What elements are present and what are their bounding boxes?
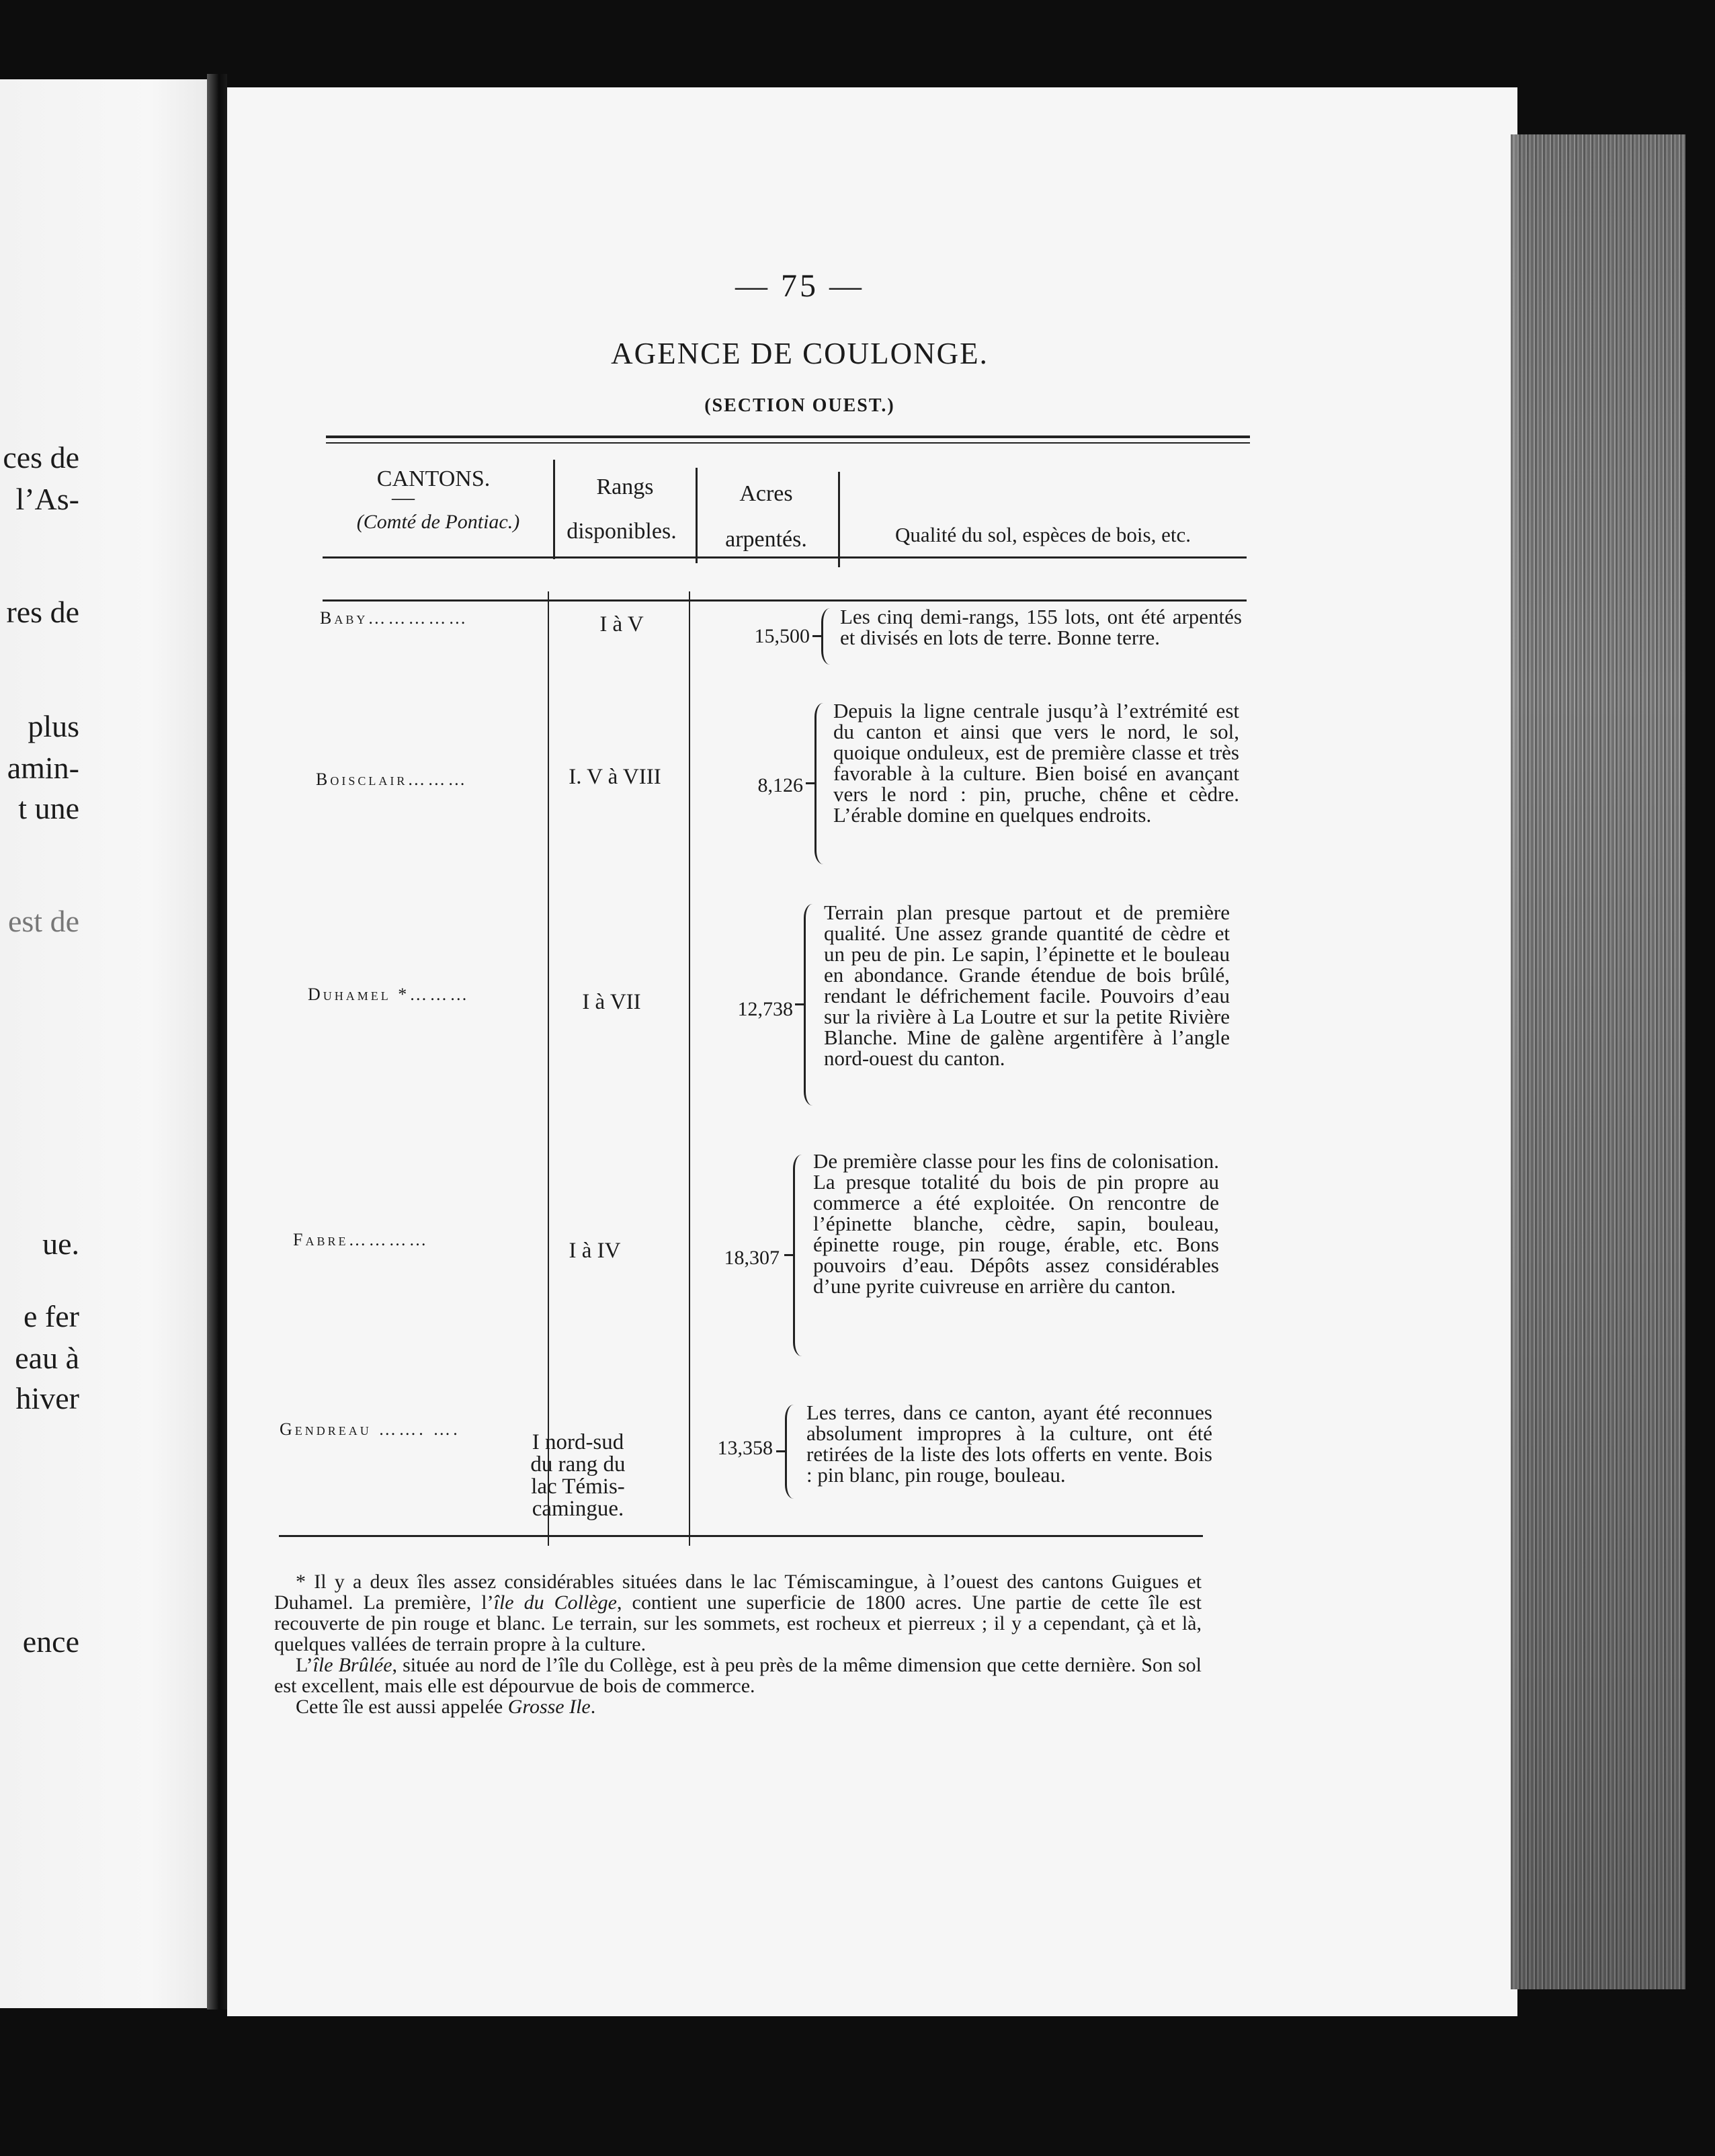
header-rangs: Rangs	[596, 474, 654, 499]
header-rangs-sub: disponibles.	[567, 519, 677, 544]
footnote-italic-term: île du Collège	[493, 1591, 617, 1614]
facing-page-fragment: ence	[22, 1624, 79, 1659]
table-bottom-rule	[279, 1535, 1203, 1537]
row-brace	[804, 904, 812, 1106]
facing-page-fragment: est de	[7, 904, 79, 938]
facing-page-fragment: l’As-	[15, 482, 79, 516]
footnote-paragraph	[274, 1655, 1202, 1696]
page-title: AGENCE DE COULONGE.	[611, 337, 989, 370]
body-column-divider	[689, 591, 690, 1546]
rangs-value: I nord-sud du rang du lac Témis- camingue.	[530, 1430, 626, 1521]
acres-value: 12,738	[737, 998, 793, 1020]
header-cantons: CANTONS.	[376, 466, 491, 491]
footnote-text: L’	[296, 1654, 313, 1676]
row-brace	[793, 1155, 802, 1356]
acres-value: 18,307	[724, 1247, 780, 1269]
page-number: — 75 —	[735, 268, 864, 304]
table-top-rule	[326, 442, 1250, 444]
footnote-italic-term: île Brûlée	[312, 1654, 392, 1676]
table-top-rule	[326, 436, 1250, 438]
body-column-divider	[548, 591, 549, 1546]
header-acres: Acres	[739, 481, 793, 506]
header-cantons-county: (Comté de Pontiac.)	[356, 511, 520, 533]
footnote-text: , contient une superficie de 1800 acres. Une partie de cette île est recouverte de pin rouge et blanc. Le terrain, sur les sommets, est rocheux et pierreux ; il y a cependant, çà et là, quelques vallées de terrain propre à la culture.	[274, 1591, 1202, 1655]
footnotes	[274, 1571, 1202, 1717]
footnote-text: , située au nord de l’île du Collège, est à peu près de la même dimension que cette dernière. Son sol est excellent, mais elle est dépourvue de bois de commerce.	[274, 1654, 1202, 1697]
facing-page-fragment: t une	[18, 791, 79, 825]
header-column-divider	[553, 460, 555, 559]
row-brace	[814, 703, 823, 864]
facing-page-fragment: e fer	[24, 1299, 79, 1333]
header-column-divider	[838, 472, 840, 567]
footnote-italic-term: Grosse Ile	[507, 1696, 591, 1718]
facing-page-fragment: plus	[28, 709, 79, 743]
canton-name: Baby……………	[320, 608, 469, 628]
body-top-rule	[323, 599, 1247, 602]
facing-page-fragment: eau à	[15, 1341, 79, 1375]
quality-description: Depuis la ligne centrale jusqu’à l’extrémité est du canton et ainsi que vers le nord, le sol, quoique onduleux, est de première classe et très favorable à la culture. Bien boisé en avançant vers le nord : pin, pruche, chêne et cèdre. L’érable domine en quelques endroits.	[833, 699, 1239, 827]
facing-page-fragment: ces de	[3, 440, 79, 474]
acres-value: 8,126	[757, 774, 803, 796]
footnote-paragraph	[274, 1571, 1202, 1655]
quality-description: Les cinq demi-rangs, 155 lots, ont été arpentés et divisés en lots de terre. Bonne terre.	[840, 605, 1242, 649]
book-gutter	[207, 74, 227, 2009]
row-brace	[821, 608, 830, 665]
header-column-divider	[696, 468, 698, 563]
acres-value: 15,500	[754, 625, 810, 647]
row-brace	[785, 1405, 794, 1499]
quality-description: De première classe pour les fins de colonisation. La presque totalité du bois de pin propre au commerce a été exploitée. On rencontre de l’épinette blanche, cèdre, sapin, bouleau, épinette rouge, pin rouge, érable, etc. Bons pouvoirs d’eau. Dépôts assez considérables d’une pyrite cuivreuse en arrière du canton.	[813, 1149, 1219, 1298]
canton-name: Gendreau ……. ….	[280, 1419, 460, 1439]
rangs-value: I à VII	[582, 990, 641, 1014]
quality-description: Les terres, dans ce canton, ayant été reconnues absolument impropres à la culture, ont été retirées de la liste des lots offerts en vente. Bois : pin blanc, pin rouge, bouleau.	[806, 1401, 1212, 1487]
facing-page	[0, 79, 216, 2008]
rangs-value: I. V à VIII	[569, 765, 661, 789]
canton-name: Duhamel *………	[308, 985, 470, 1004]
page-edge-shadow	[1511, 134, 1685, 1989]
header-acres-sub: arpentés.	[725, 527, 807, 552]
footnote-text: .	[590, 1696, 596, 1718]
facing-page-fragment: hiver	[15, 1381, 79, 1415]
section-subtitle: (SECTION OUEST.)	[704, 395, 895, 416]
header-qualite: Qualité du sol, espèces de bois, etc.	[895, 523, 1191, 546]
footnote-text: Cette île est aussi appelée	[296, 1696, 508, 1718]
rangs-value: I à IV	[569, 1239, 621, 1263]
acres-value: 13,358	[717, 1437, 773, 1459]
rangs-value: I à V	[599, 612, 644, 636]
header-bottom-rule	[323, 556, 1247, 558]
facing-page-fragment: ue.	[42, 1227, 79, 1261]
facing-page-fragment: res de	[6, 595, 79, 629]
facing-page-fragment: amin-	[7, 751, 79, 785]
canton-name: Fabre…………	[293, 1230, 429, 1249]
footnote-paragraph	[274, 1696, 1202, 1717]
header-cantons-dash: —	[392, 485, 415, 510]
canton-name: Boisclair………	[316, 770, 468, 789]
footnote-text: * Il y a deux îles assez considérables situées dans le lac Témiscamingue, à l’ouest des cantons Guigues et Duhamel. La première, l’	[274, 1571, 1202, 1614]
quality-description: Terrain plan presque partout et de première qualité. Une assez grande quantité de cèdre et un peu de pin. Le sapin, l’épinette et le bouleau en abondance. Grande étendue de bois brûlé, rendant le défrichement facile. Pouvoirs d’eau sur la rivière à La Loutre et sur la petite Rivière Blanche. Mine de galène argentifère à l’angle nord-ouest du canton.	[824, 901, 1230, 1070]
